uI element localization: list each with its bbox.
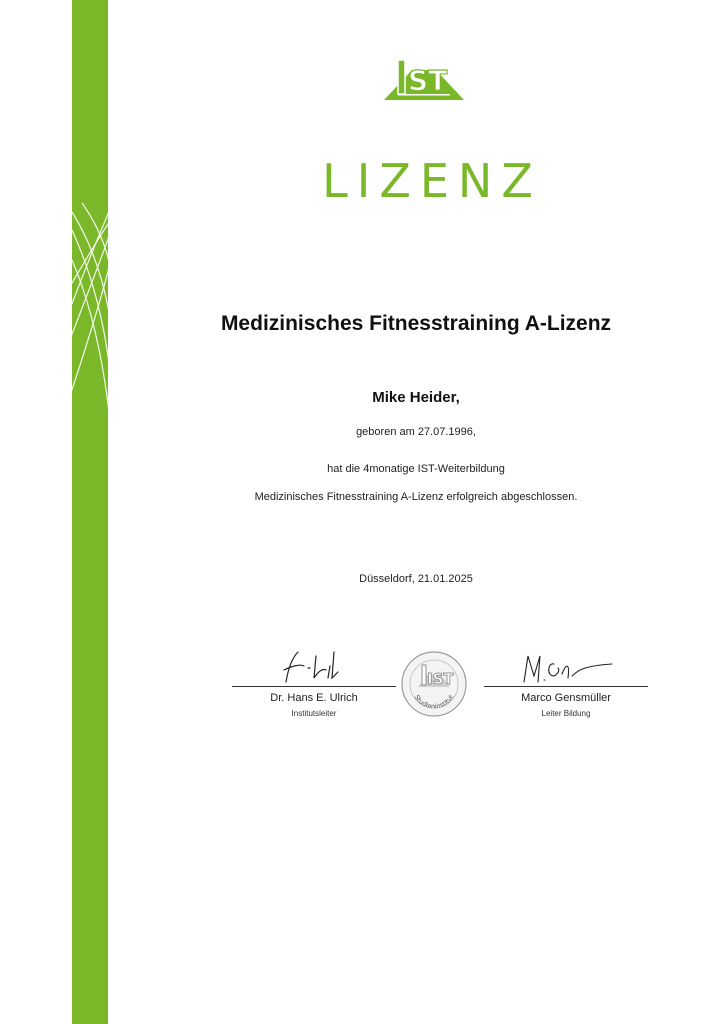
signatory-role-left: Institutsleiter [291, 709, 337, 718]
handwritten-signature-left [278, 648, 358, 686]
certificate-title: LIZENZ [322, 154, 542, 208]
holder-name: Mike Heider, [372, 389, 460, 406]
completion-line-2: Medizinisches Fitnesstraining A-Lizenz erfolgreich abgeschlossen. [254, 491, 578, 503]
signatory-role-right: Leiter Bildung [541, 709, 591, 718]
ist-logo-icon [384, 58, 464, 102]
signatory-name-right: Marco Gensmüller [521, 692, 611, 704]
seal-logo-text: IST [427, 670, 454, 688]
seal-ring-text: Studieninstitut [412, 693, 456, 711]
place-date: Düsseldorf, 21.01.2025 [359, 573, 473, 585]
signature-line-left [232, 686, 396, 687]
signatory-name-left: Dr. Hans E. Ulrich [270, 692, 358, 704]
completion-line-1: hat die 4monatige IST-Weiterbildung [327, 463, 505, 475]
handwritten-signature-right [518, 650, 614, 686]
signature-line-right [484, 686, 648, 687]
course-title: Medizinisches Fitnesstraining A-Lizenz [220, 312, 612, 335]
institute-seal-icon [401, 651, 467, 717]
birth-date-line: geboren am 27.07.1996, [356, 426, 476, 438]
svg-text:ST: ST [408, 64, 448, 97]
